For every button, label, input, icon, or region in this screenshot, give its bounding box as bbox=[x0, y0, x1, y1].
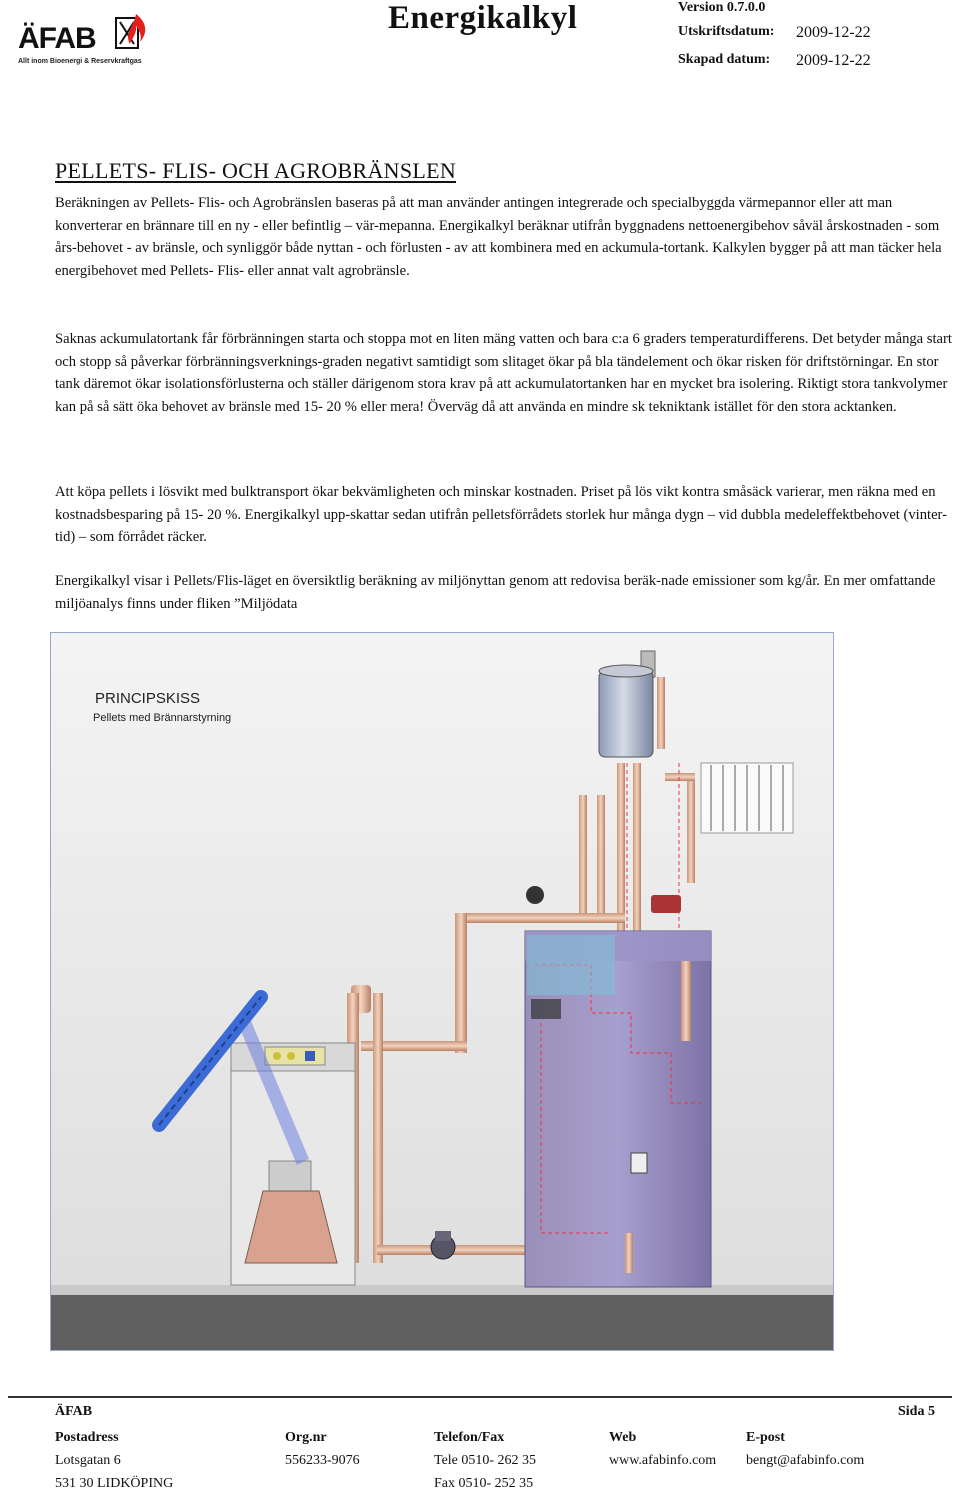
company-logo bbox=[16, 8, 161, 72]
email-label: E-post bbox=[746, 1430, 785, 1445]
footer-divider bbox=[8, 1396, 952, 1398]
page-number: Sida 5 bbox=[898, 1404, 935, 1419]
footer-company: ÄFAB bbox=[55, 1404, 93, 1419]
logo-subtitle: Allt inom Bioenergi & Reservkraftgas bbox=[18, 58, 142, 65]
fax-value: Fax 0510- 252 35 bbox=[434, 1476, 534, 1491]
diagram-title: PRINCIPSKISS bbox=[95, 690, 201, 707]
printed-date-label: Utskriftsdatum: bbox=[678, 24, 775, 39]
paragraph-4: Energikalkyl visar i Pellets/Flis-läget en översiktlig beräkning av miljönyttan genom att redovisa beräk-nade emissioner som kg/år. En mer omfattande miljöanalys finns under fliken ”Miljödata bbox=[55, 573, 936, 612]
phone-label: Telefon/Fax bbox=[434, 1430, 505, 1445]
created-date-value: 2009-12-22 bbox=[796, 52, 871, 69]
phone-value: Tele 0510- 262 35 bbox=[434, 1453, 537, 1468]
web-label: Web bbox=[609, 1430, 637, 1445]
accumulator-tank bbox=[525, 886, 711, 1287]
heating-system-diagram bbox=[51, 633, 833, 1350]
org-value: 556233-9076 bbox=[285, 1453, 360, 1468]
principle-sketch bbox=[50, 632, 834, 1351]
postal-line-2: 531 30 LIDKÖPING bbox=[55, 1476, 174, 1491]
section-title: PELLETS- FLIS- OCH AGROBRÄNSLEN bbox=[55, 158, 457, 183]
web-link[interactable]: www.afabinfo.com bbox=[609, 1453, 717, 1468]
created-date-label: Skapad datum: bbox=[678, 52, 771, 67]
paragraph-2: Saknas ackumulatortank får förbränningen starta och stoppa mot en liten mäng vatten och bara c:a 6 graders temperaturdifferens. Det betyder många start och stopp så påverkar förbränningsverknings-graden negativt samtidigt som slitaget ökar på bla tändelement och ökar risken för driftstörningar. En stor tank däremot ökar isolationsförlusterna och ställer därigenom stora krav på att ackumulatortanken har en mycket bra isolering. Riktigt stora tankvolymer kan på så sätt öka behovet av bränsle med 15- 20 % eller mera! Överväg då att använda en mindre sk tekniktank istället för den stora acktanken. bbox=[55, 331, 952, 415]
pellet-boiler bbox=[231, 1043, 355, 1285]
diagram-subtitle: Pellets med Brännarstyrning bbox=[93, 712, 232, 724]
postal-line-1: Lotsgatan 6 bbox=[55, 1453, 121, 1468]
document-title: Energikalkyl bbox=[388, 0, 578, 36]
printed-date-value: 2009-12-22 bbox=[796, 24, 871, 41]
flame-icon bbox=[110, 8, 152, 60]
postal-label: Postadress bbox=[55, 1430, 119, 1445]
version-label: Version 0.7.0.0 bbox=[678, 0, 766, 15]
paragraph-3: Att köpa pellets i lösvikt med bulktransport ökar bekvämligheten och minskar kostnaden. Priset på lös vikt kontra småsäck varierar, men räkna med en kostnadsbesparing på 15- 20 %. Energikalkyl upp-skattar sedan utifrån pelletsförrådets storlek hur många dygn – vid dubbla medeleffektbehovet (vinter-tid) – som förrådet räcker. bbox=[55, 484, 947, 545]
email-link[interactable]: bengt@afabinfo.com bbox=[746, 1453, 865, 1468]
paragraph-1: Beräkningen av Pellets- Flis- och Agrobränslen baseras på att man använder antingen integrerade och specialbyggda värmepannor eller att man konverterar en brännare till en ny - eller befintlig – vär-mepanna. Energikalkyl beräknar utifrån byggnadens nettoenergibehov såväl årskostnaden - som års-behovet - av bränsle, och synliggör både nyttan - och förlusten - av att kombinera med en ackumula-tortank. Kalkylen bygger på att man täcker hela energibehovet med Pellets- Flis- eller annat valt agrobränsle. bbox=[55, 195, 942, 279]
org-label: Org.nr bbox=[285, 1430, 327, 1445]
logo-text: ÄFAB bbox=[18, 22, 96, 55]
